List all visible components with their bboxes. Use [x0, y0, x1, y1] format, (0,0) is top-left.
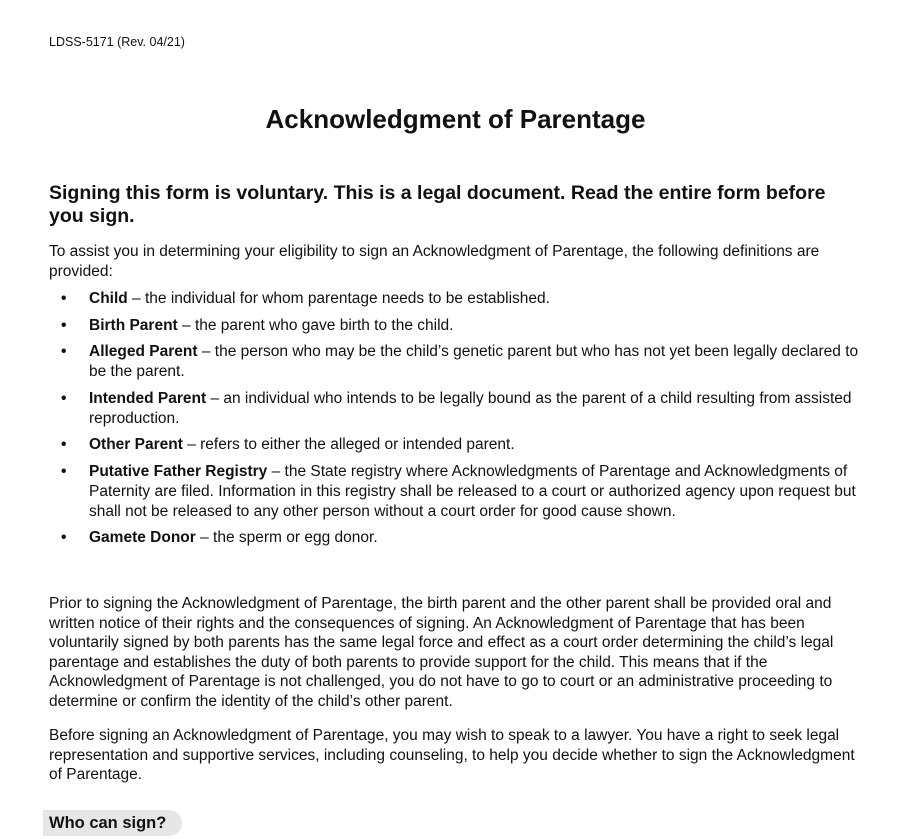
definition-term: Putative Father Registry	[89, 462, 268, 480]
bullet-icon: •	[61, 529, 67, 546]
definition-item-putative-father-registry	[49, 462, 859, 522]
definition-desc: – the individual for whom parentage needs to be established.	[127, 290, 550, 307]
definition-item-alleged-parent	[49, 342, 859, 382]
form-id: LDSS-5171 (Rev. 04/21)	[49, 35, 185, 49]
definition-desc: – the person who may be the child’s genetic parent but who has not yet been legally declared to be the parent.	[89, 343, 859, 380]
page-title: Acknowledgment of Parentage	[265, 104, 646, 134]
bullet-icon: •	[61, 343, 67, 360]
definition-desc: – refers to either the alleged or intended parent.	[182, 436, 515, 453]
definition-term: Other Parent	[89, 436, 183, 453]
definition-desc: – the sperm or egg donor.	[195, 529, 378, 546]
definition-desc: – the parent who gave birth to the child.	[177, 316, 454, 334]
section-heading-who-can-sign: Who can sign?	[43, 810, 182, 836]
rights-paragraph: Prior to signing the Acknowledgment of Parentage, the birth parent and the other parent shall be provided oral and written notice of their rights and the consequences of signing. An Acknowledgment of Parentage that has been voluntarily signed by both parents has the same legal force and effect as a court order determining the child’s legal parentage and establishes the duty of both parents to provide support for the child. This means that if the Acknowledgment of Parentage is not challenged, you do not have to go to court or an administrative proceeding to determine or confirm the identity of the child’s other parent.	[49, 595, 834, 710]
definition-term: Gamete Donor	[89, 529, 196, 546]
definition-term: Alleged Parent	[89, 343, 198, 360]
definition-term: Child	[89, 290, 128, 307]
definition-desc: – the State registry where Acknowledgments of Parentage and Acknowledgments of Paternity are filed. Information in this registry shall be released to a court or authorized agency upon request but shall not be released to any other person without a court order for good cause shown.	[89, 462, 856, 520]
bullet-icon: •	[61, 389, 67, 407]
intro-heading: Signing this form is voluntary. This is a legal document. Read the entire form before you sign.	[49, 182, 826, 227]
bullet-icon: •	[61, 290, 67, 307]
intro-text: To assist you in determining your eligibility to sign an Acknowledgment of Parentage, the following definitions are provided:	[49, 243, 820, 280]
bullet-icon: •	[61, 462, 67, 480]
definition-desc: – an individual who intends to be legally bound as the parent of a child resulting from assisted reproduction.	[89, 389, 852, 427]
lawyer-paragraph: Before signing an Acknowledgment of Parentage, you may wish to speak to a lawyer. You have a right to seek legal representation and supportive services, including counseling, to help you decide whether to sign the Acknowledgment of Parentage.	[49, 727, 855, 783]
bullet-icon: •	[61, 316, 67, 334]
definition-item-child	[49, 289, 859, 309]
definitions-list	[49, 289, 859, 555]
definition-item-birth-parent	[49, 316, 859, 336]
bullet-icon: •	[61, 436, 67, 453]
definition-item-intended-parent	[49, 389, 859, 429]
definition-item-gamete-donor	[49, 528, 859, 548]
definition-item-other-parent	[49, 435, 859, 455]
definition-term: Birth Parent	[89, 316, 178, 334]
definition-term: Intended Parent	[89, 389, 207, 407]
